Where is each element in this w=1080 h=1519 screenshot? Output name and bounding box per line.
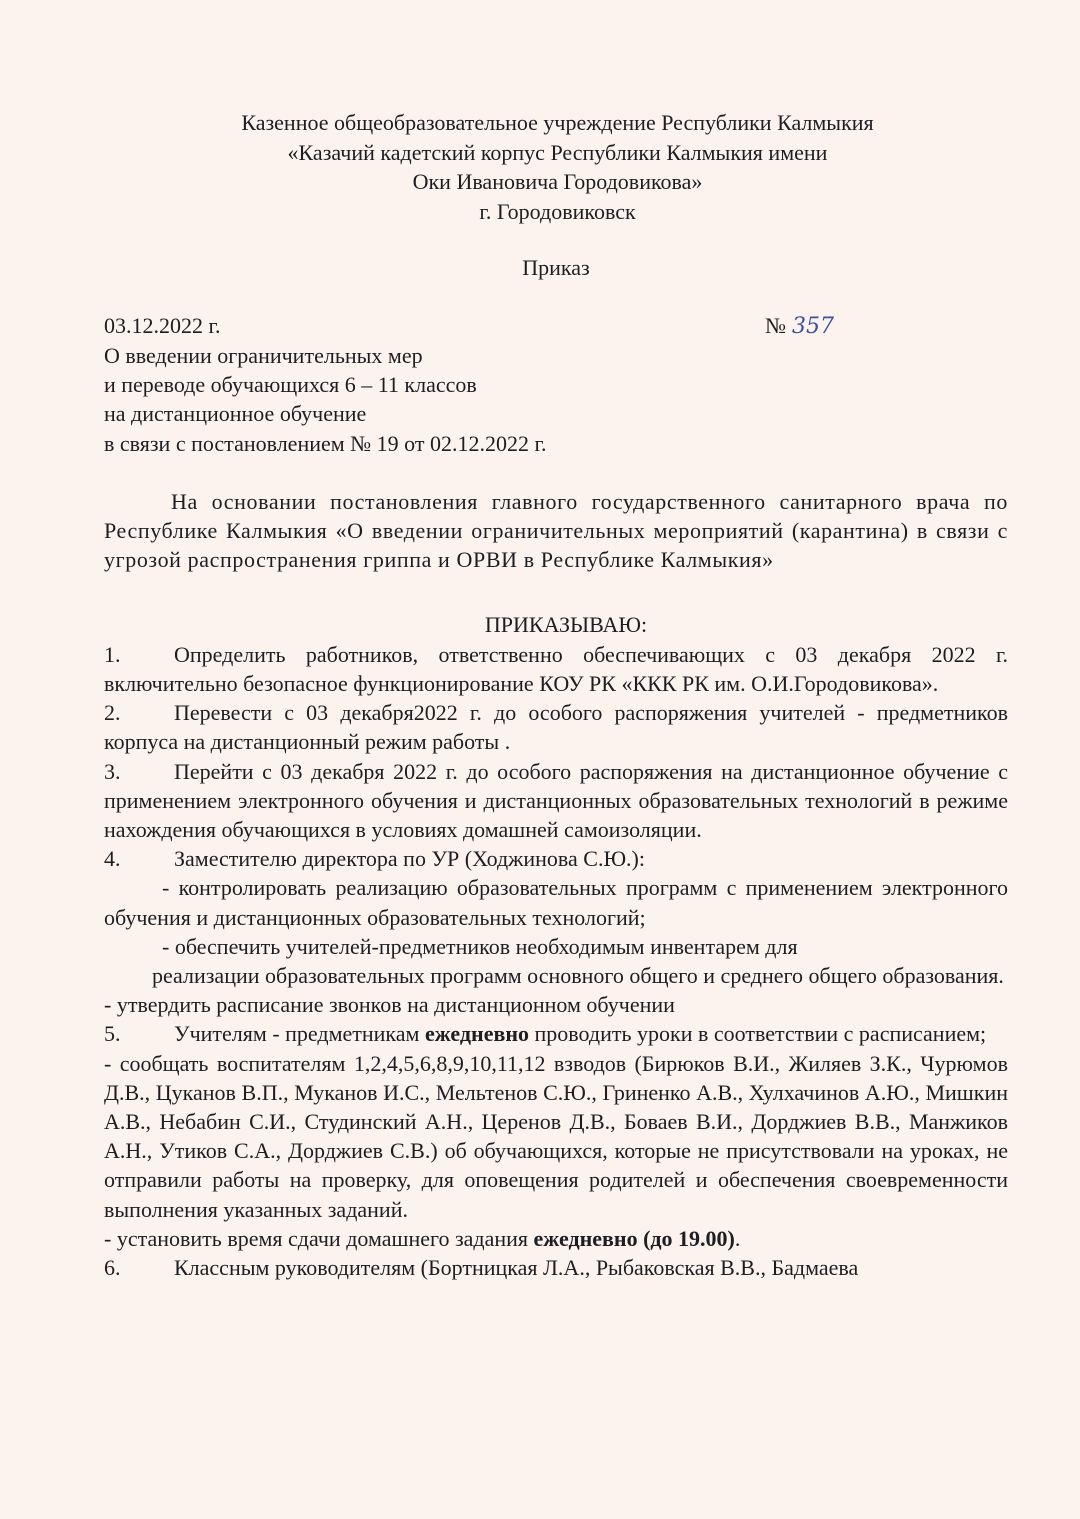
decree-heading: ПРИКАЗЫВАЮ: [484,611,648,637]
item-2 [104,698,1008,756]
item-5-text-bold: ежедневно [424,1021,530,1047]
subject-line-2: и переводе обучающихся 6 – 11 классов [104,372,477,398]
header-line-2: «Казачий кадетский корпус Республики Калмыкия имени [287,139,828,165]
order-title: Приказ [522,255,590,280]
subject-line-1: О введении ограничительных мер [104,343,423,368]
item-5-subitem-deadline [104,1224,1008,1253]
item-4-number: 4. [104,846,121,872]
order-date: 03.12.2022 г. [104,313,221,338]
item-5 [104,1019,1008,1048]
header-line-1: Казенное общеобразовательное учреждение Республики Калмыкия [241,110,874,135]
item-2-text: Перевести с 03 декабря2022 г. до особого распоряжения учителей - предметников корпуса на дистанционный режим работы . [104,700,1008,755]
item-5-text-post: проводить уроки в соответствии с расписанием; [534,1021,987,1047]
item-4-subitem-provide-cont: реализации образовательных программ основного общего и среднего общего образования. [152,963,1004,989]
item-1 [104,640,1008,698]
item-3 [104,757,1008,845]
order-number-handwritten: 357 [792,314,834,339]
item-3-text: Перейти с 03 декабря 2022 г. до особого распоряжения на дистанционное обучение с применением электронного обучения и дистанционных образовательных технологий в режиме нахождения обучающихся в условиях домашней самоизоляции. [104,758,1008,843]
item-5-text-pre: Учителям - предметникам [174,1021,420,1047]
item-6-number: 6. [104,1255,121,1281]
item-6 [104,1253,1008,1282]
item-5-number: 5. [104,1021,121,1047]
header-line-3: Оки Ивановича Городовикова» [412,169,703,194]
item-5-deadline-post: . [734,1225,741,1251]
item-6-text: Классным руководителям (Бортницкая Л.А., Рыбаковская В.В., Бадмаева [174,1255,859,1281]
preamble-paragraph: На основании постановления главного государственного санитарного врача по Республике Калмыкия «О введении ограничительных мероприятий (карантина) в связи с угрозой распространения гриппа и ОРВИ в Республике Калмыкия» [104,489,1008,573]
item-4-subitem-control: - контролировать реализацию образовательных программ с применением электронного обучения и дистанционных образовательных технологий; [104,875,1008,930]
item-1-number: 1. [104,641,121,667]
order-number-label: № [765,313,786,338]
item-5-deadline-pre: - установить время сдачи домашнего задания [104,1225,529,1251]
item-4-subitem-schedule: - утвердить расписание звонков на дистанционном обучении [104,992,675,1018]
subject-line-3: на дистанционное обучение [104,401,367,427]
item-2-number: 2. [104,700,121,726]
item-3-number: 3. [104,758,121,784]
item-5-deadline-bold: ежедневно (до 19.00) [533,1225,735,1251]
item-5-subitem-report: - сообщать воспитателям 1,2,4,5,6,8,9,10,11,12 взводов (Бирюков В.И., Жиляев З.К., Чурюмов Д.В., Цуканов В.П., Муканов И.С., Мельтенов С.Ю., Гриненко А.В., Хулхачинов А.Ю., Мишкин А.В., Небабин С.И., Студинский А.Н., Церенов Д.В., Боваев В.И., Дорджиев В.В., Манжиков А.Н., Утиков С.А., Дорджиев С.В.) об обучающихся, которые не присутствовали на уроках, не отправили работы на проверку, для оповещения родителей и обеспечения своевременности выполнения указанных заданий. [104,1050,1008,1222]
order-number [765,313,834,339]
item-4-subitem-provide: - обеспечить учителей-предметников необходимым инвентарем для [162,933,798,959]
item-4-text: Заместителю директора по УР (Ходжинова С.Ю.): [174,846,645,872]
institution-header [0,108,1080,226]
order-subject [104,341,547,458]
order-body [104,487,1008,1282]
item-1-text: Определить работников, ответственно обеспечивающих с 03 декабря 2022 г. включительно безопасное функционирование КОУ РК «ККК РК им. О.И.Городовикова». [104,641,1008,697]
header-line-4: г. Городовиковск [479,198,636,224]
item-4 [104,844,1008,873]
subject-line-4: в связи с постановлением № 19 от 02.12.2022 г. [104,430,547,456]
